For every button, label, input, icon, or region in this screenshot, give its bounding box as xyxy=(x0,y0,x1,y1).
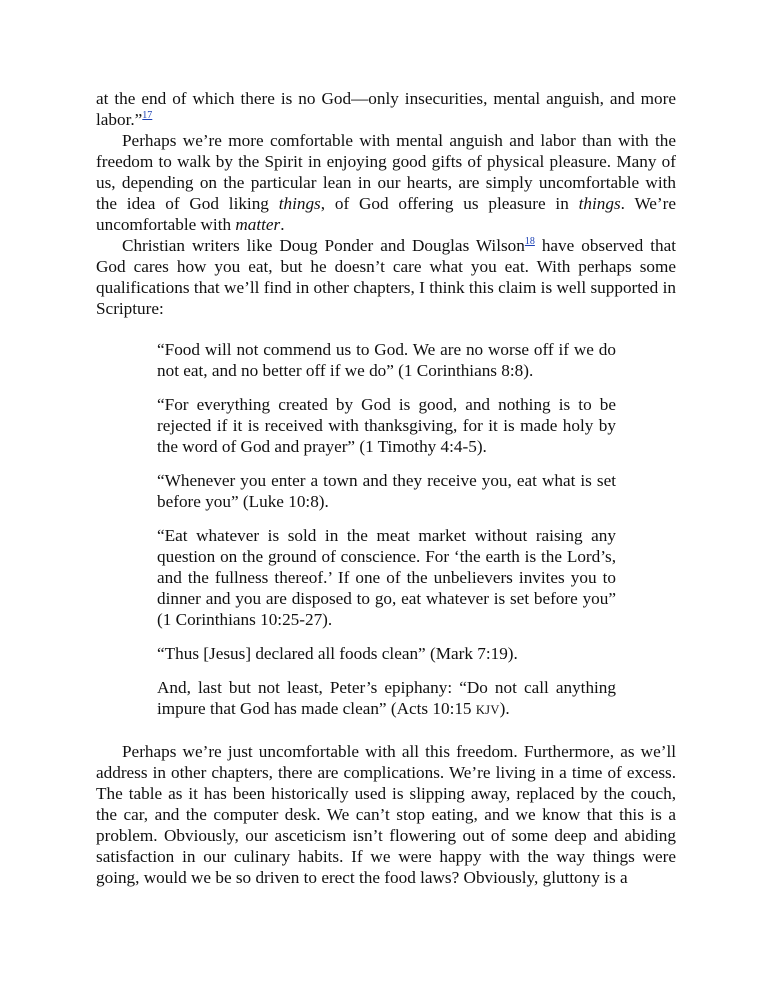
paragraph-4: Perhaps we’re just uncomfortable with all this freedom. Furthermore, as we’ll address in other chapters, there are complications. We’re living in a time of excess. The table as it has been historically used is slipping away, replaced by the couch, the car, and the computer desk. We can’t stop eating, and we know that this is a problem. Obviously, our asceticism isn’t flowering out of some deep and abiding satisfaction in our culinary habits. If we were happy with the way things were going, would we be so driven to erect the food laws? Obviously, gluttony is a xyxy=(96,742,676,887)
quote-3: “Whenever you enter a town and they receive you, eat what is set before you” (Luke 10:8). xyxy=(157,471,616,511)
italic-word-things: things xyxy=(278,194,321,213)
italic-word-matter: matter xyxy=(235,215,281,234)
quote-2: “For everything created by God is good, and nothing is to be rejected if it is received with thanksgiving, for it is made holy by the word of God and prayer” (1 Timothy 4:4-5). xyxy=(157,395,616,456)
paragraph-2-text: , of God offering us pleasure in xyxy=(320,194,579,213)
footnote-link-18[interactable]: 18 xyxy=(524,236,535,247)
paragraph-1 xyxy=(96,88,676,130)
paragraph-2 xyxy=(96,130,676,235)
quote-6-text: And, last but not least, Peter’s epiphany: “Do not call anything impure that God has made clean” (Acts 10:15 xyxy=(157,678,616,718)
paragraph-2-text: . We’re uncomfortable with xyxy=(96,194,676,234)
paragraph-3-text: have observed that God cares how you eat, but he doesn’t care what you eat. With perhaps some qualifications that we’ll find in other chapters, I think this claim is well supported in Scripture: xyxy=(96,236,677,318)
paragraph-1-text: at the end of which there is no God—only insecurities, mental anguish, and more labor.” xyxy=(96,89,676,129)
quote-1: “Food will not commend us to God. We are no worse off if we do not eat, and no better off if we do” (1 Corinthians 8:8). xyxy=(157,340,616,380)
quote-5: “Thus [Jesus] declared all foods clean” (Mark 7:19). xyxy=(157,644,518,663)
paragraph-3-text: Christian writers like Doug Ponder and Douglas Wilson xyxy=(122,236,525,255)
quote-6-text: ). xyxy=(499,699,510,718)
quote-6 xyxy=(157,677,616,721)
paragraph-3 xyxy=(96,235,676,319)
quote-4: “Eat whatever is sold in the meat market without raising any question on the ground of conscience. For ‘the earth is the Lord’s, and the fullness thereof.’ If one of the unbelievers invites you to dinner and you are disposed to go, eat whatever is set before you” (1 Corinthians 10:25-27). xyxy=(157,526,616,629)
italic-word-things: things xyxy=(578,194,621,213)
footnote-link-17[interactable]: 17 xyxy=(142,110,153,121)
scripture-quote-block xyxy=(157,339,616,721)
paragraph-2-text: . xyxy=(280,215,285,234)
bible-version-abbrev: KJV xyxy=(475,703,500,717)
paragraph-2-text: Perhaps we’re more comfortable with mental anguish and labor than with the freedom to walk by the Spirit in enjoying good gifts of physical pleasure. Many of us, depending on the particular lean in our hearts, are simply uncomfortable with the idea of God liking xyxy=(96,131,676,213)
